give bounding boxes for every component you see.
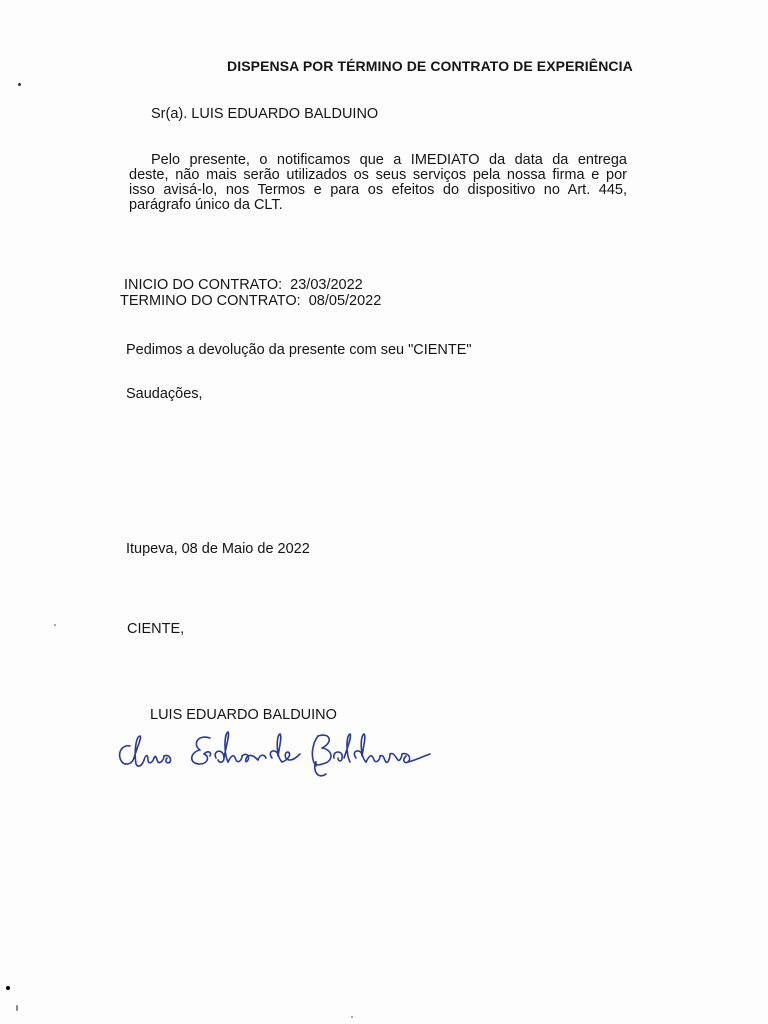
- contract-end-date: 08/05/2022: [308, 293, 382, 309]
- place-date: Itupeva, 08 de Maio de 2022: [126, 541, 310, 557]
- scan-speck: [6, 986, 10, 990]
- contract-start-date: 23/03/2022: [290, 277, 363, 293]
- salutation: Sr(a). LUIS EDUARDO BALDUINO: [151, 106, 379, 122]
- greeting: Saudações,: [126, 386, 203, 402]
- scan-speck: [351, 1016, 353, 1018]
- handwritten-signature: [112, 724, 452, 784]
- scan-speck: [18, 83, 21, 86]
- body-line: isso avisá-lo, nos Termos e para os efeitos do dispositivo no Art. 445,: [129, 182, 627, 198]
- document-title: DISPENSA POR TÉRMINO DE CONTRATO DE EXPERIÊNCIA: [227, 58, 633, 74]
- acknowledgement-label: CIENTE,: [127, 621, 185, 637]
- scan-speck: [16, 1005, 18, 1011]
- contract-start-label: INICIO DO CONTRATO:: [124, 277, 283, 293]
- body-line: parágrafo único da CLT.: [129, 197, 283, 213]
- scan-speck: [54, 624, 56, 626]
- body-line: Pelo presente, o notificamos que a IMEDIATO da data da entrega: [151, 152, 627, 168]
- contract-start-row: [120, 277, 381, 293]
- contract-dates: [120, 277, 381, 309]
- return-request: Pedimos a devolução da presente com seu "CIENTE": [126, 342, 472, 358]
- body-line: deste, não mais serão utilizados os seus serviços pela nossa firma e por: [129, 167, 627, 183]
- contract-end-label: TERMINO DO CONTRATO:: [120, 293, 301, 309]
- printed-name: LUIS EDUARDO BALDUINO: [150, 707, 337, 723]
- contract-end-row: [120, 293, 381, 309]
- body-paragraph: [129, 153, 627, 213]
